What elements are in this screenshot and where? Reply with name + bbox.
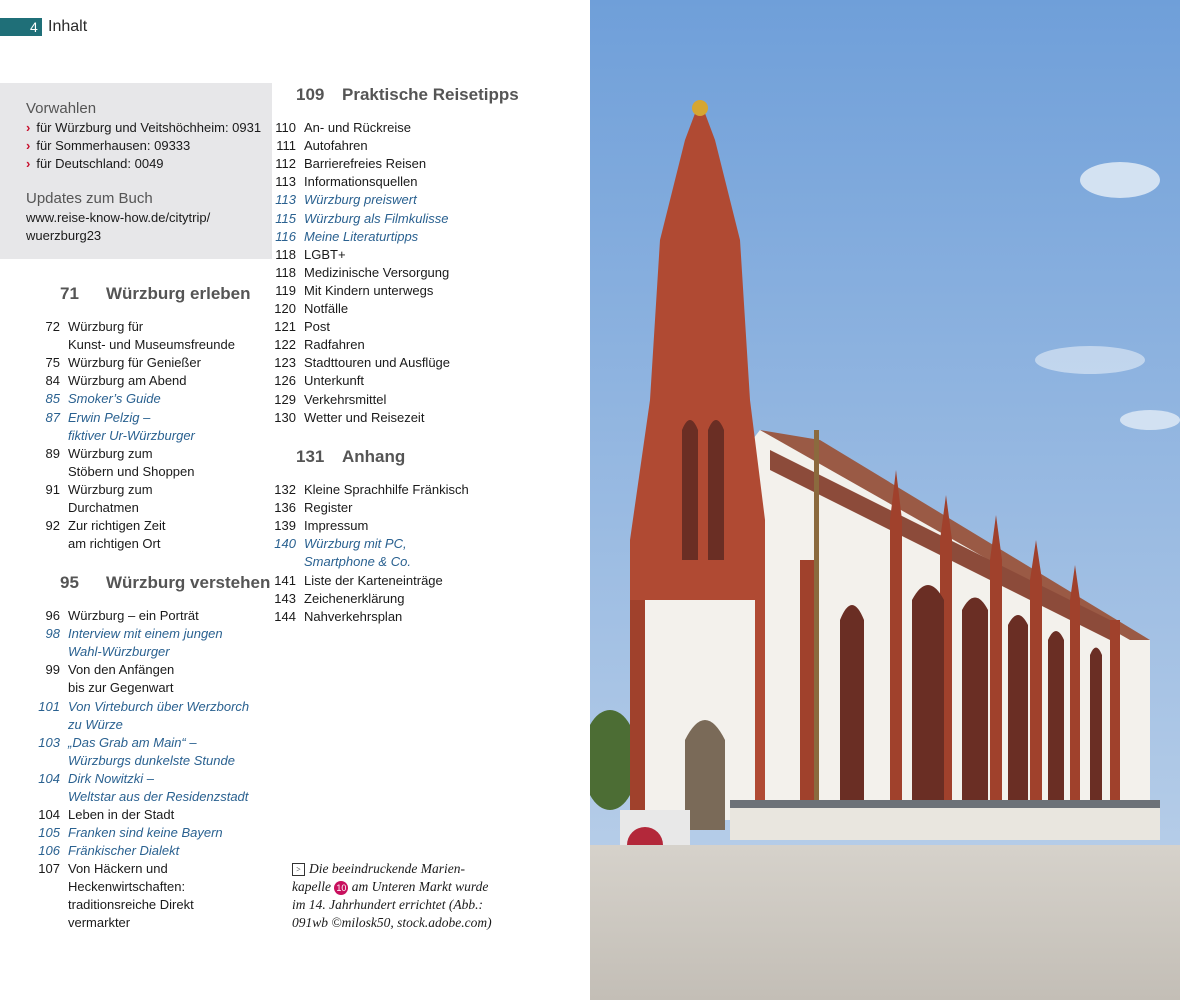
section-heading-verstehen[interactable] [60,573,270,593]
toc-entry-title: Dirk Nowitzki – Weltstar aus der Residenzstadt [68,770,249,804]
toc-page-number: 85 [45,391,60,407]
chevron-right-icon: › [26,156,31,171]
toc-page-number: 103 [38,734,60,750]
toc-page-number: 132 [274,482,296,497]
toc-entry-title: Würzburg für Kunst- und Museumsfreunde [68,319,235,352]
toc-page-number: 130 [274,409,296,425]
toc-page-number: 121 [274,319,296,335]
toc-entry-title: Barrierefreies Reisen [304,156,427,172]
toc-entry[interactable] [258,336,365,354]
toc-entry-title: Würzburg preiswert [304,192,417,208]
toc-page-number: 96 [45,608,60,623]
toc-entry[interactable] [258,572,443,590]
toc-entry-title: LGBT+ [304,246,346,262]
toc-page-number: 104 [38,807,60,823]
toc-entry[interactable] [258,354,450,372]
toc-entry-title: Würzburg mit PC, Smartphone & Co. [304,536,411,570]
toc-entry[interactable] [258,173,417,191]
chevron-right-icon: › [26,120,31,135]
updates-title: Updates zum Buch [26,190,153,207]
toc-entry[interactable] [22,860,194,932]
toc-entry[interactable] [22,390,161,408]
toc-entry[interactable] [258,191,417,209]
toc-entry[interactable] [258,608,402,626]
toc-page-number: 89 [45,445,60,461]
toc-entry-title: Von den Anfängen bis zur Gegenwart [68,662,175,696]
toc-entry[interactable] [258,210,448,228]
toc-entry-title: Verkehrsmittel [304,391,387,407]
arrow-icon: > [292,863,305,876]
toc-entry-title: Erwin Pelzig – fiktiver Ur-Würzburger [68,409,195,443]
section-page: 95 [60,573,79,592]
updates-url[interactable]: wuerzburg23 [26,228,102,243]
toc-entry[interactable] [258,499,352,517]
section-heading-erleben[interactable] [60,284,251,304]
toc-entry-title: An- und Rückreise [304,120,411,135]
toc-entry-title: Medizinische Versorgung [304,264,450,280]
toc-page-number: 113 [275,192,296,208]
toc-entry-title: Wetter und Reisezeit [304,409,425,425]
toc-page-number: 119 [275,282,296,298]
vorwahlen-title: Vorwahlen [26,100,97,117]
toc-entry[interactable] [258,228,418,246]
toc-page-number: 123 [274,355,296,371]
toc-page-number: 115 [275,210,296,226]
toc-entry-title: Franken sind keine Bayern [68,825,223,841]
vorwahl-item: › für Deutschland: 0049 [26,156,164,171]
toc-entry[interactable] [258,481,469,499]
toc-page-number: 116 [275,228,296,244]
toc-entry-title: Informationsquellen [304,174,418,190]
toc-page-number: 111 [276,138,296,154]
page-header [30,18,87,36]
toc-entry[interactable] [258,517,368,535]
toc-page-number: 84 [45,373,60,389]
marienkapelle-photo [590,0,1180,1000]
toc-entry-title: Liste der Karteneinträge [304,572,443,588]
section-title: Anhang [342,447,406,466]
toc-entry[interactable] [22,607,199,625]
toc-entry[interactable] [258,409,424,427]
toc-page-number: 104 [38,770,60,786]
toc-page-number: 136 [274,500,296,516]
toc-entry[interactable] [22,372,187,390]
toc-entry-title: Von Virteburch über Werzborch zu Würze [68,698,250,732]
toc-entry-title: Fränkischer Dialekt [68,843,180,859]
toc-page-number: 99 [45,662,60,678]
toc-entry-title: Würzburg – ein Porträt [68,608,199,623]
toc-page-number: 139 [274,518,296,534]
toc-page-number: 113 [275,174,296,190]
toc-page-number: 101 [38,698,60,714]
toc-page-number: 118 [275,246,296,262]
toc-entry-title: Register [304,500,353,516]
church-illustration [590,0,1180,1000]
toc-entry-title: Interview mit einem jungen Wahl-Würzburger [68,626,223,660]
toc-page-number: 112 [275,156,296,172]
toc-page-number: 72 [45,319,60,334]
toc-entry[interactable] [258,535,411,571]
toc-entry[interactable] [22,806,174,824]
toc-entry[interactable] [258,137,368,155]
toc-page-number: 106 [38,843,60,859]
section-heading-reisetipps[interactable] [296,85,519,105]
section-page: 109 [296,85,325,104]
toc-entry[interactable] [258,264,449,282]
toc-page-number: 141 [274,572,296,588]
toc-entry[interactable] [258,119,411,137]
toc-page-number: 122 [274,337,296,353]
toc-entry-title: Nahverkehrsplan [304,608,403,624]
toc-page-number: 92 [45,518,60,534]
toc-entry-title: Smoker’s Guide [68,391,161,407]
toc-entry[interactable] [258,282,433,300]
toc-entry[interactable] [22,409,195,445]
toc-entry-title: Von Häckern und Heckenwirtschaften: traditionsreiche Direkt vermarkter [68,861,194,931]
toc-page-number: 129 [274,391,296,407]
toc-entry[interactable] [258,318,330,336]
toc-page-number: 107 [38,861,60,877]
toc-entry-title: Radfahren [304,337,365,353]
toc-entry-title: Zur richtigen Zeit am richtigen Ort [68,518,166,552]
toc-entry[interactable] [258,590,404,608]
toc-entry-title: Unterkunft [304,373,364,389]
toc-entry-title: Autofahren [304,138,368,154]
toc-entry[interactable] [22,698,249,734]
toc-page-number: 118 [275,264,296,280]
section-page: 71 [60,284,79,303]
toc-entry[interactable] [22,445,195,481]
toc-entry-title: Würzburg zum Stöbern und Shoppen [68,445,195,479]
section-title: Würzburg erleben [106,284,251,303]
toc-entry[interactable] [258,372,364,390]
toc-page-number: 140 [274,536,296,552]
toc-entry-title: Würzburg für Genießer [68,355,201,371]
toc-entry[interactable] [22,661,174,697]
vorwahl-item: › für Würzburg und Veitshöchheim: 0931 [26,120,262,135]
toc-entry[interactable] [22,842,179,860]
vorwahl-item: › für Sommerhausen: 09333 [26,138,191,153]
chevron-right-icon: › [26,138,31,153]
toc-entry-title: Impressum [304,518,369,534]
toc-entry[interactable] [22,481,153,517]
toc-entry[interactable] [22,354,201,372]
photo-caption: > Die beeindruckende Marien- kapelle 10 am Unteren Markt wurde im 14. Jahrhundert errichtet (Abb.: 091wb ©milosk50, stock.adobe.com) [292,861,492,930]
section-heading-anhang[interactable] [296,447,405,467]
toc-entry-title: Leben in der Stadt [68,807,175,823]
toc-page-number: 120 [274,301,296,316]
toc-entry-title: Meine Literaturtipps [304,228,419,244]
toc-entry[interactable] [22,625,223,661]
toc-entry-title: Zeichenerklärung [304,590,405,606]
toc-entry-title: Würzburg am Abend [68,373,187,389]
toc-page-number: 98 [45,626,60,642]
toc-entry-title: „Das Grab am Main“ – Würzburgs dunkelste Stunde [68,734,235,768]
toc-page-number: 143 [274,590,296,606]
toc-entry[interactable] [258,300,348,318]
page-number: 4 [30,19,38,35]
section-title: Würzburg verstehen [106,573,271,592]
toc-entry-title: Würzburg als Filmkulisse [304,210,449,226]
map-marker-badge: 10 [336,883,347,893]
toc-page-number: 105 [38,825,60,841]
toc-page-number: 144 [274,608,296,624]
toc-page-number: 87 [45,409,60,425]
toc-entry-title: Mit Kindern unterwegs [304,282,434,298]
toc-entry-title: Kleine Sprachhilfe Fränkisch [304,482,469,497]
toc-entry[interactable] [22,318,235,354]
page-title: Inhalt [48,18,88,35]
toc-entry[interactable] [22,824,223,842]
toc-page-number: 110 [275,120,296,135]
toc-entry-title: Würzburg zum Durchatmen [68,481,153,515]
toc-page-number: 126 [274,373,296,389]
toc-entry[interactable] [258,246,346,264]
toc-entry[interactable] [22,517,166,553]
updates-url[interactable]: www.reise-know-how.de/citytrip/ [26,210,211,225]
toc-entry-title: Post [304,319,331,335]
toc-entry[interactable] [22,734,235,770]
section-page: 131 [296,447,325,466]
section-title: Praktische Reisetipps [342,85,519,104]
toc-entry[interactable] [22,770,248,806]
toc-entry-title: Stadttouren und Ausflüge [304,355,451,371]
info-box [0,83,272,259]
toc-entry-title: Notfälle [304,301,349,316]
toc-entry[interactable] [258,391,386,409]
toc-page-number: 91 [45,481,60,497]
toc-page-number: 75 [45,355,60,371]
toc-entry[interactable] [258,155,426,173]
